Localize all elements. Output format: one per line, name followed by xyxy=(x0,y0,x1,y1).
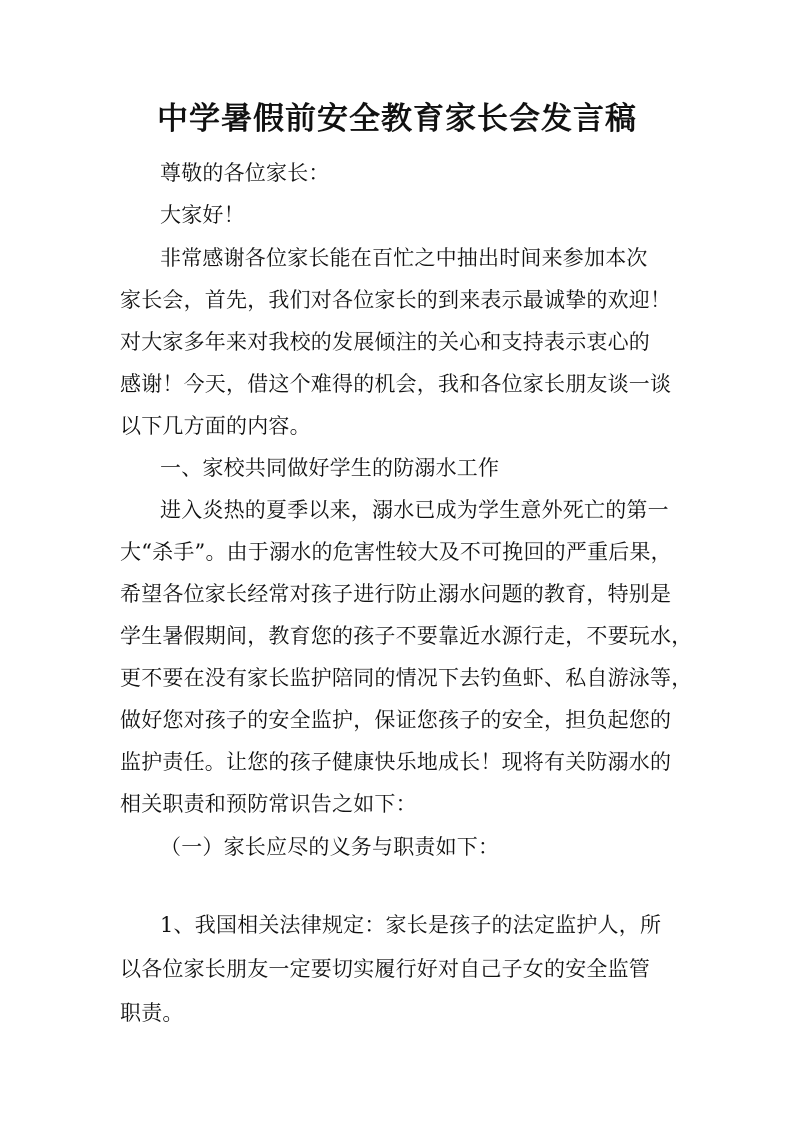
section-1-heading: 一、家校共同做好学生的防溺水工作 xyxy=(160,456,500,480)
subsection-1-heading: （一）家长应尽的义务与职责如下： xyxy=(160,835,500,859)
paragraph-1-line-3: 对大家多年来对我校的发展倾注的关心和支持表示衷心的 xyxy=(120,330,650,354)
paragraph-3-line-1: 1、我国相关法律规定：家长是孩子的法定监护人，所 xyxy=(160,913,662,937)
paragraph-3-line-3: 职责。 xyxy=(120,1001,184,1025)
hello-line: 大家好！ xyxy=(160,203,245,227)
paragraph-2-line-7: 监护责任。让您的孩子健康快乐地成长！现将有关防溺水的 xyxy=(120,750,672,774)
paragraph-3-line-2: 以各位家长朋友一定要切实履行好对自己子女的安全监管 xyxy=(120,957,650,981)
paragraph-1-line-5: 以下几方面的内容。 xyxy=(120,414,311,438)
paragraph-1-line-1: 非常感谢各位家长能在百忙之中抽出时间来参加本次 xyxy=(160,246,648,270)
paragraph-2-line-8: 相关职责和预防常识告之如下： xyxy=(120,792,417,816)
paragraph-2-line-2: 大“杀手”。由于溺水的危害性较大及不可挽回的严重后果， xyxy=(120,540,672,564)
paragraph-2-line-6: 做好您对孩子的安全监护，保证您孩子的安全，担负起您的 xyxy=(120,708,672,732)
paragraph-2-line-1: 进入炎热的夏季以来，溺水已成为学生意外死亡的第一 xyxy=(160,498,669,522)
paragraph-1-line-2: 家长会，首先，我们对各位家长的到来表示最诚挚的欢迎！ xyxy=(120,288,672,312)
greeting-line: 尊敬的各位家长： xyxy=(160,161,330,185)
paragraph-1-line-4: 感谢！今天，借这个难得的机会，我和各位家长朋友谈一谈 xyxy=(120,372,672,396)
paragraph-2-line-3: 希望各位家长经常对孩子进行防止溺水问题的教育，特别是 xyxy=(120,582,672,606)
document-title: 中学暑假前安全教育家长会发言稿 xyxy=(157,101,637,137)
paragraph-2-line-4: 学生暑假期间，教育您的孩子不要靠近水源行走，不要玩水， xyxy=(120,624,693,648)
paragraph-2-line-5: 更不要在没有家长监护陪同的情况下去钓鱼虾、私自游泳等， xyxy=(120,666,693,690)
